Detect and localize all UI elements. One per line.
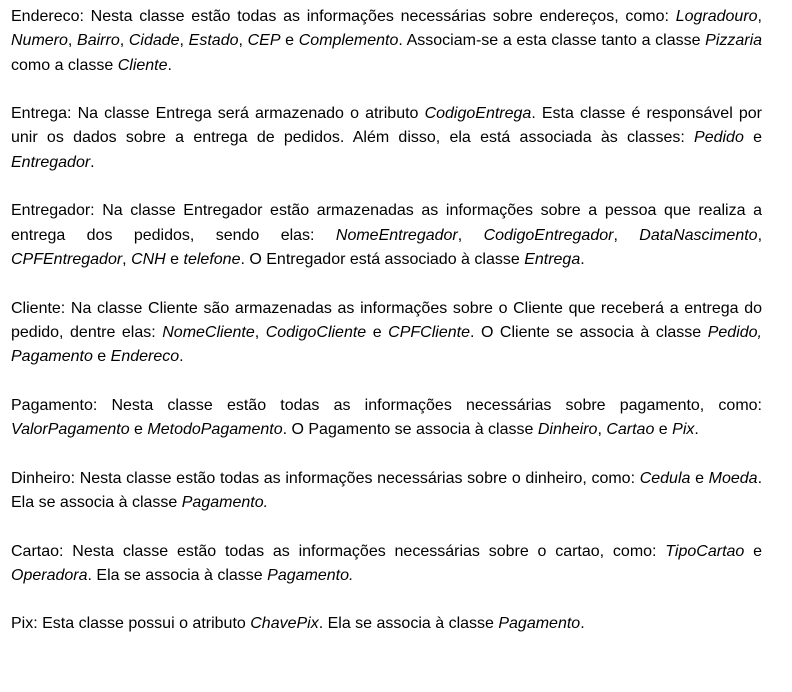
class-term: DataNascimento (639, 226, 758, 244)
class-term: NomeCliente (162, 323, 255, 341)
paragraph-text: Cliente: Na classe Cliente são armazenadas as informações sobre o Cliente que receberá a entrega do pedido, dentre elas: (11, 299, 762, 341)
class-term: Moeda (708, 469, 758, 487)
paragraph-text: , (238, 32, 248, 50)
class-term: Cartao (606, 421, 655, 439)
class-term: CEP (247, 32, 281, 50)
paragraph-text: . (90, 153, 95, 171)
paragraph-text: e (92, 348, 111, 366)
class-term: telefone (183, 250, 241, 268)
class-term: CPFEntregador (11, 250, 123, 268)
paragraph-text: e (654, 421, 673, 439)
class-term: Operadora (11, 566, 88, 584)
class-term: CNH (131, 250, 166, 268)
class-term: Entrega (524, 250, 581, 268)
class-term: Bairro (77, 32, 120, 50)
paragraph-text: como a classe (11, 56, 118, 74)
paragraph-text: , (119, 32, 129, 50)
paragraph-text: . (580, 250, 585, 268)
class-term: ValorPagamento (11, 421, 130, 439)
class-term: TipoCartao (665, 542, 745, 560)
paragraph-text: , (757, 8, 762, 25)
class-term: NomeEntregador (335, 226, 458, 244)
class-term: Numero (11, 32, 68, 50)
paragraph-text: . Ela se associa à classe (318, 615, 499, 633)
class-term: Endereco (110, 348, 180, 366)
paragraph-text: Pagamento: Nesta classe estão todas as informações necessárias sobre pagamento, como: (11, 396, 762, 414)
paragraph-text: Entregador: Na classe Entregador estão armazenadas as informações sobre a pessoa que realiza a entrega dos pedidos, sendo elas: (11, 202, 762, 244)
paragraph-pix (11, 612, 762, 636)
paragraph-cliente (11, 297, 762, 370)
paragraph-text: , (254, 323, 266, 341)
paragraph-text: . Associam-se a esta classe tanto a classe (398, 32, 706, 50)
paragraph-text: . (580, 615, 585, 633)
class-term: Pagamento (498, 615, 581, 633)
class-term: Pizzaria (705, 32, 763, 50)
class-term: Pedido (694, 129, 744, 147)
paragraph-text: . O Entregador está associado à classe (240, 250, 525, 268)
class-term: Cedula (639, 469, 691, 487)
paragraph-text: , (179, 32, 189, 50)
paragraph-text: e (280, 32, 299, 50)
paragraph-text: . Esta classe é responsável por unir os dados sobre a entrega de pedidos. Além disso, ela está associada às classes: (11, 105, 762, 147)
class-term: Pix (672, 421, 695, 439)
paragraph-text: , (457, 226, 484, 244)
paragraph-entrega (11, 102, 762, 175)
class-term: Pagamento. (267, 566, 354, 584)
paragraph-text: . O Pagamento se associa à classe (282, 421, 538, 439)
paragraph-text: . (167, 56, 172, 74)
paragraph-endereco (11, 5, 762, 78)
paragraph-text: e (165, 250, 184, 268)
paragraph-text: . O Cliente se associa à classe (469, 323, 708, 341)
paragraph-text: Endereco: Nesta classe estão todas as informações necessárias sobre endereços, como: (11, 8, 676, 25)
paragraph-text: . Ela se associa à classe (87, 566, 268, 584)
class-term: CodigoCliente (265, 323, 367, 341)
class-term: Entregador (11, 153, 91, 171)
paragraph-entregador (11, 199, 762, 272)
class-term: Complemento (298, 32, 399, 50)
paragraph-text: , (597, 421, 607, 439)
paragraph-text: e (129, 421, 148, 439)
paragraph-cartao (11, 540, 762, 589)
paragraph-text: , (613, 226, 640, 244)
class-term: CPFCliente (388, 323, 470, 341)
paragraph-text: e (743, 129, 763, 147)
paragraph-text: . (694, 421, 699, 439)
class-term: Cidade (128, 32, 180, 50)
paragraph-text: e (744, 542, 763, 560)
class-term: CodigoEntregador (483, 226, 614, 244)
class-term: Estado (188, 32, 239, 50)
class-term: CodigoEntrega (424, 105, 532, 123)
class-term: Pagamento. (181, 493, 269, 511)
paragraph-text: Dinheiro: Nesta classe estão todas as informações necessárias sobre o dinheiro, como: (11, 469, 640, 487)
paragraph-text: Pix: Esta classe possui o atributo (11, 615, 251, 633)
paragraph-text: , (67, 32, 78, 50)
paragraph-dinheiro (11, 467, 762, 516)
paragraph-text: e (366, 323, 389, 341)
class-term: Logradouro (675, 8, 758, 25)
class-term: Dinheiro (537, 421, 598, 439)
class-term: MetodoPagamento (147, 421, 283, 439)
paragraph-text: , (757, 226, 763, 244)
paragraph-text: . (179, 348, 184, 366)
class-term: ChavePix (250, 615, 319, 633)
class-term: Pedido, Pagamento (11, 323, 762, 366)
paragraph-text: Cartao: Nesta classe estão todas as informações necessárias sobre o cartao, como: (11, 542, 666, 560)
paragraph-text: , (122, 250, 132, 268)
paragraph-text: Entrega: Na classe Entrega será armazenado o atributo (11, 105, 425, 123)
class-term: Cliente (117, 56, 168, 74)
paragraph-text: . Ela se associa à classe (11, 469, 763, 511)
paragraph-text: e (690, 469, 709, 487)
paragraph-pagamento (11, 394, 762, 443)
